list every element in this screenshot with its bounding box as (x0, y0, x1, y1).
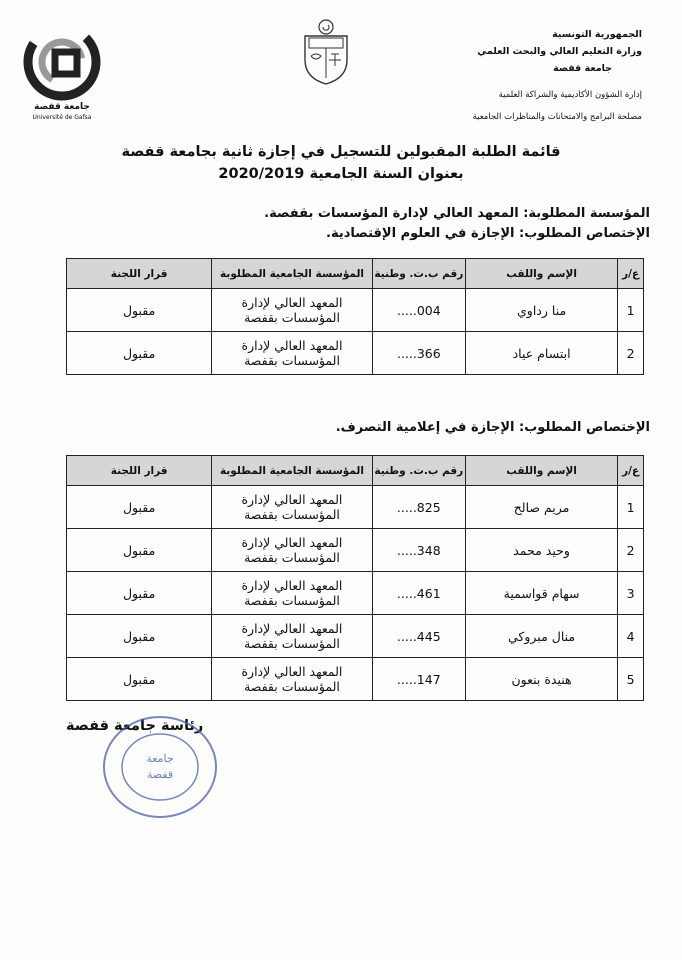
column-header-id: رقم ب.ت. وطنية (372, 259, 465, 289)
column-header-num: ع/ر (618, 259, 644, 289)
institution-line-1: المعهد العالي لإدارة (241, 535, 343, 550)
admitted-students-table-economics (66, 258, 644, 375)
column-header-decision: قرار اللجنة (67, 259, 212, 289)
student-name: وحيد محمد (465, 529, 617, 572)
committee-decision: مقبول (67, 486, 212, 529)
institution-line-2: المؤسسات بقفصة (244, 310, 340, 325)
university-logo (22, 22, 102, 121)
column-header-name: الإسم واللقب (465, 259, 617, 289)
row-number: 1 (618, 486, 644, 529)
institution-line-2: المؤسسات بقفصة (244, 636, 340, 651)
institution-cell (212, 529, 372, 572)
committee-decision: مقبول (67, 529, 212, 572)
institution-line-1: المعهد العالي لإدارة (241, 664, 343, 679)
student-name: مريم صالح (465, 486, 617, 529)
row-number: 2 (618, 529, 644, 572)
student-name: منا رداوي (465, 289, 617, 332)
column-header-name: الإسم واللقب (465, 456, 617, 486)
ministry-name: وزارة التعليم العالي والبحث العلمي (477, 46, 642, 57)
student-id: 445..... (372, 615, 465, 658)
specialty-management-computing: الإختصاص المطلوب: الإجازة في إعلامية التصرف. (335, 420, 650, 435)
logo-caption-ar: جامعة قفصة (34, 102, 90, 112)
committee-decision: مقبول (67, 332, 212, 375)
column-header-institution: المؤسسة الجامعية المطلوبة (212, 456, 372, 486)
table-row (67, 529, 644, 572)
table-row (67, 572, 644, 615)
stamp-icon (98, 712, 222, 822)
student-name: سهام قواسمية (465, 572, 617, 615)
requested-institution: المؤسسة المطلوبة: المعهد العالي لإدارة المؤسسات بقفصة. (264, 206, 650, 221)
column-header-decision: قرار اللجنة (67, 456, 212, 486)
column-header-id: رقم ب.ت. وطنية (372, 456, 465, 486)
logo-caption-fr: Université de Gafsa (32, 114, 92, 121)
document-title: قائمة الطلبة المقبولين للتسجيل في إجازة ثانية بجامعة قفصة (121, 144, 561, 160)
committee-decision: مقبول (67, 289, 212, 332)
institution-cell (212, 486, 372, 529)
svg-text:قفصة: قفصة (146, 768, 174, 781)
institution-line-1: المعهد العالي لإدارة (241, 621, 343, 636)
table-row (67, 658, 644, 701)
institution-cell (212, 572, 372, 615)
institution-line-2: المؤسسات بقفصة (244, 593, 340, 608)
student-id: 366..... (372, 332, 465, 375)
table-header-row (67, 259, 644, 289)
specialty-economics: الإختصاص المطلوب: الإجازة في العلوم الإقتصادية. (326, 226, 650, 241)
student-id: 147..... (372, 658, 465, 701)
student-name: منال مبروكي (465, 615, 617, 658)
row-number: 5 (618, 658, 644, 701)
student-id: 825..... (372, 486, 465, 529)
student-name: هنيدة بنعون (465, 658, 617, 701)
official-stamp (98, 712, 222, 822)
student-name: ابتسام عياد (465, 332, 617, 375)
administration-header (402, 84, 642, 128)
document-subtitle: بعنوان السنة الجامعية 2020/2019 (218, 166, 464, 182)
institution-line-2: المؤسسات بقفصة (244, 550, 340, 565)
table-row (67, 289, 644, 332)
admitted-students-table-computing (66, 455, 644, 701)
row-number: 4 (618, 615, 644, 658)
university-name: جامعة قفصة (553, 63, 612, 74)
department-name: إدارة الشؤون الأكاديمية والشراكة العلمية (498, 90, 642, 100)
student-id: 004..... (372, 289, 465, 332)
institution-line-2: المؤسسات بقفصة (244, 353, 340, 368)
institution-line-1: المعهد العالي لإدارة (241, 338, 343, 353)
university-logo-icon (22, 22, 102, 102)
institution-line-2: المؤسسات بقفصة (244, 507, 340, 522)
row-number: 1 (618, 289, 644, 332)
republic-name: الجمهورية التونسية (552, 29, 642, 40)
svg-text:جامعة: جامعة (146, 752, 174, 765)
institution-cell (212, 658, 372, 701)
column-header-num: ع/ر (618, 456, 644, 486)
ministry-header (402, 26, 642, 77)
institution-line-1: المعهد العالي لإدارة (241, 492, 343, 507)
table-row (67, 615, 644, 658)
institution-cell (212, 332, 372, 375)
student-id: 461..... (372, 572, 465, 615)
table-row (67, 332, 644, 375)
committee-decision: مقبول (67, 615, 212, 658)
institution-cell (212, 615, 372, 658)
student-id: 348..... (372, 529, 465, 572)
table-row (67, 486, 644, 529)
row-number: 2 (618, 332, 644, 375)
service-name: مصلحة البرامج والامتحانات والمناظرات الجامعية (472, 112, 642, 122)
committee-decision: مقبول (67, 658, 212, 701)
row-number: 3 (618, 572, 644, 615)
institution-cell (212, 289, 372, 332)
table-header-row (67, 456, 644, 486)
committee-decision: مقبول (67, 572, 212, 615)
institution-line-1: المعهد العالي لإدارة (241, 295, 343, 310)
column-header-institution: المؤسسة الجامعية المطلوبة (212, 259, 372, 289)
institution-line-1: المعهد العالي لإدارة (241, 578, 343, 593)
institution-line-2: المؤسسات بقفصة (244, 679, 340, 694)
presidency-signature: رئاسة جامعة قفصة (66, 718, 204, 734)
coat-of-arms-icon (297, 18, 355, 86)
